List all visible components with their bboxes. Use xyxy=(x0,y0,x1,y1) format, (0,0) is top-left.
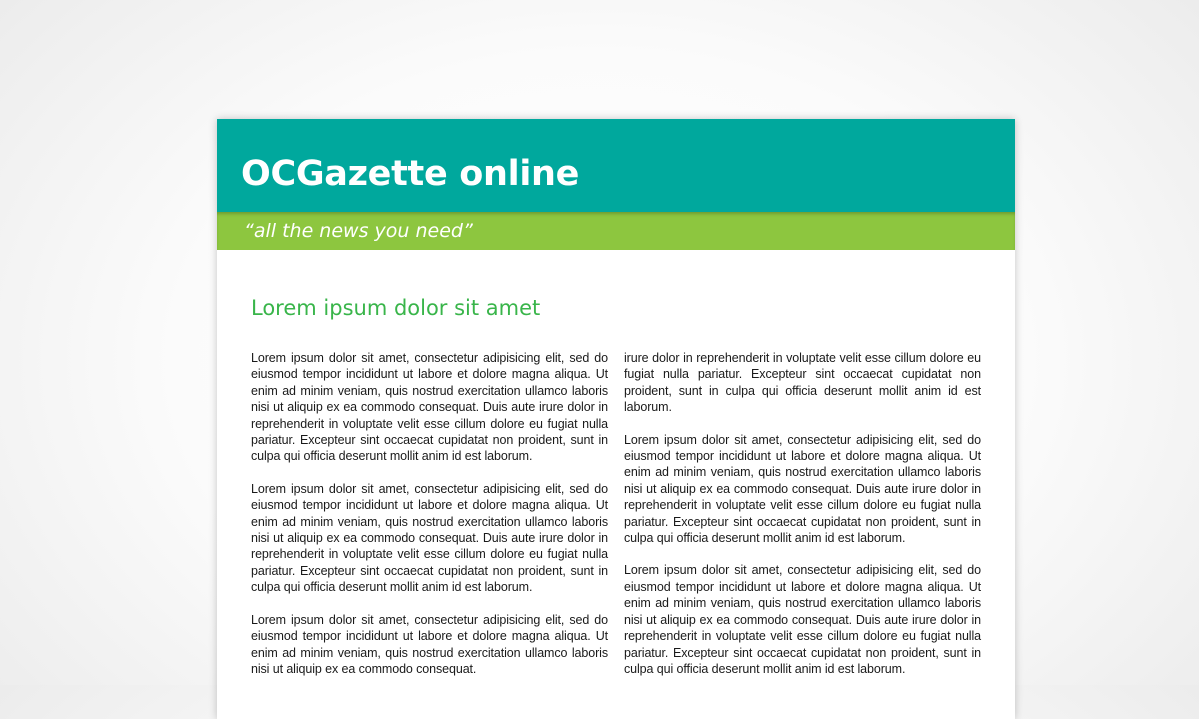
article-paragraph: Lorem ipsum dolor sit amet, consectetur adipisicing elit, sed do eiusmod tempor incididunt ut labore et dolore magna aliqua. Ut enim ad minim veniam, quis nostrud exercitation ullamco laboris nisi ut aliquip ex ea commodo consequat. Duis aute irure dolor in reprehenderit in voluptate velit esse cillum dolore eu fugiat nulla pariatur. Excepteur sint occaecat cupidatat non proident, sunt in culpa qui officia deserunt mollit anim id est laborum. xyxy=(251,351,608,464)
article-heading: Lorem ipsum dolor sit amet xyxy=(251,296,541,320)
tagline: “all the news you need” xyxy=(244,220,473,242)
tagline-band xyxy=(217,212,1015,250)
article-column-left xyxy=(251,350,608,693)
article-paragraph: Lorem ipsum dolor sit amet, consectetur adipisicing elit, sed do eiusmod tempor incididunt ut labore et dolore magna aliqua. Ut enim ad minim veniam, quis nostrud exercitation ullamco laboris nisi ut aliquip ex ea commodo consequat. xyxy=(251,612,608,676)
article-paragraph: Lorem ipsum dolor sit amet, consectetur adipisicing elit, sed do eiusmod tempor incididunt ut labore et dolore magna aliqua. Ut enim ad minim veniam, quis nostrud exercitation ullamco laboris nisi ut aliquip ex ea commodo consequat. Duis aute irure dolor in reprehenderit in voluptate velit esse cillum dolore eu fugiat nulla pariatur. Excepteur sint occaecat cupidatat non proident, sunt in culpa qui officia deserunt mollit anim id est laborum. xyxy=(624,432,981,546)
masthead-title: OCGazette online xyxy=(241,154,580,194)
article-paragraph: Lorem ipsum dolor sit amet, consectetur adipisicing elit, sed do eiusmod tempor incididunt ut labore et dolore magna aliqua. Ut enim ad minim veniam, quis nostrud exercitation ullamco laboris nisi ut aliquip ex ea commodo consequat. Duis aute irure dolor in reprehenderit in voluptate velit esse cillum dolore eu fugiat nulla pariatur. Excepteur sint occaecat cupidatat non proident, sunt in culpa qui officia deserunt mollit anim id est laborum. xyxy=(251,481,608,595)
article-column-right xyxy=(624,350,981,693)
newsletter-page xyxy=(217,119,1015,719)
masthead xyxy=(217,119,1015,212)
article-paragraph: irure dolor in reprehenderit in voluptate velit esse cillum dolore eu fugiat nulla pariatur. Excepteur sint occaecat cupidatat non proident, sunt in culpa qui officia deserunt mollit anim id est laborum. xyxy=(624,351,981,415)
article-paragraph: Lorem ipsum dolor sit amet, consectetur adipisicing elit, sed do eiusmod tempor incididunt ut labore et dolore magna aliqua. Ut enim ad minim veniam, quis nostrud exercitation ullamco laboris nisi ut aliquip ex ea commodo consequat. Duis aute irure dolor in reprehenderit in voluptate velit esse cillum dolore eu fugiat nulla pariatur. Excepteur sint occaecat cupidatat non proident, sunt in culpa qui officia deserunt mollit anim id est laborum. xyxy=(624,563,981,676)
